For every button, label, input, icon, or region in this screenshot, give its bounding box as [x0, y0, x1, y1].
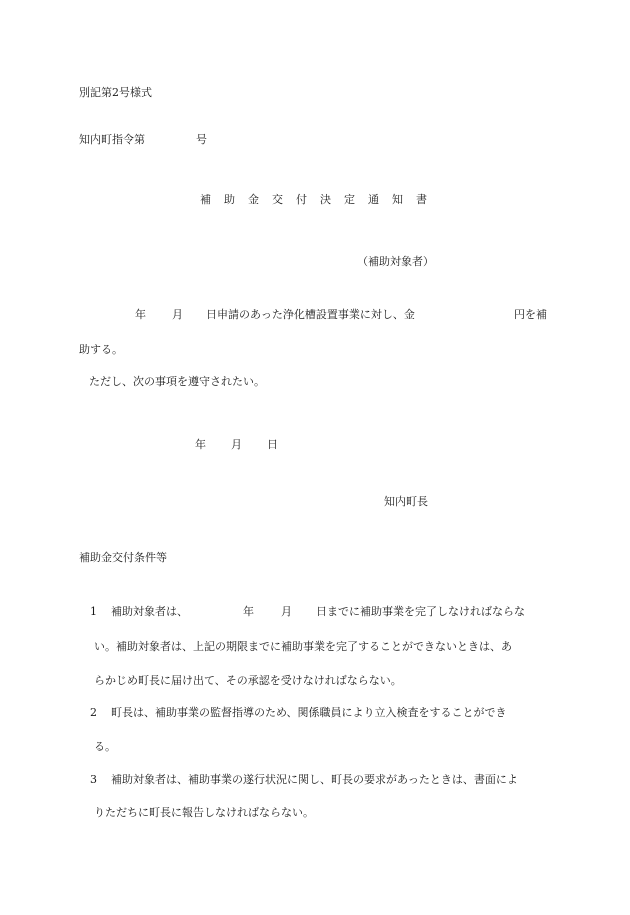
title-char: 通	[368, 193, 379, 206]
body-year: 年	[135, 308, 146, 321]
condition-1-line2: い。補助対象者は、上記の期限までに補助事業を完了することができないときは、あ	[94, 640, 512, 653]
date-day: 日	[267, 438, 278, 451]
recipient-label: （補助対象者）	[357, 255, 434, 268]
condition-1-text-b: 日までに補助事業を完了しなければならな	[316, 605, 525, 618]
title-char: 決	[320, 193, 331, 206]
form-label: 別記第2号様式	[79, 86, 152, 99]
condition-1-line3: らかじめ町長に届け出て、その承認を受けなければならない。	[94, 674, 402, 687]
condition-1-number: 1	[90, 605, 97, 618]
date-month: 月	[231, 438, 242, 451]
issue-number-prefix: 知内町指令第	[79, 133, 145, 146]
condition-3-line1: 補助対象者は、補助事業の遂行状況に関し、町長の要求があったときは、書面によ	[111, 773, 518, 786]
body-month: 月	[172, 308, 183, 321]
title-char: 付	[296, 193, 307, 206]
body-line3: ただし、次の事項を遵守されたい。	[89, 375, 265, 388]
conditions-heading: 補助金交付条件等	[79, 551, 167, 564]
title-char: 交	[272, 193, 283, 206]
title-char: 補	[200, 193, 211, 206]
issue-number-suffix: 号	[196, 133, 207, 146]
title-char: 書	[416, 193, 427, 206]
title-char: 助	[224, 193, 235, 206]
condition-1-year: 年	[243, 605, 254, 618]
issuer-name: 知内町長	[384, 495, 428, 508]
condition-3-line2: りただちに町長に報告しなければならない。	[94, 806, 314, 819]
condition-2-line2: る。	[94, 740, 116, 753]
condition-2-number: 2	[90, 706, 97, 719]
body-line2: 助する。	[79, 343, 123, 356]
document-title	[0, 193, 630, 207]
condition-1-month: 月	[281, 605, 292, 618]
body-line1-yen: 円を補	[514, 308, 547, 321]
date-year: 年	[195, 438, 206, 451]
condition-2-line1: 町長は、補助事業の監督指導のため、関係職員により立入検査をすることができ	[111, 706, 507, 719]
condition-1-text-a: 補助対象者は、	[111, 605, 188, 618]
title-char: 定	[344, 193, 355, 206]
title-char: 金	[248, 193, 259, 206]
title-char: 知	[392, 193, 403, 206]
body-line1-text: 日申請のあった浄化槽設置事業に対し、金	[206, 308, 415, 321]
condition-3-number: 3	[90, 773, 97, 786]
